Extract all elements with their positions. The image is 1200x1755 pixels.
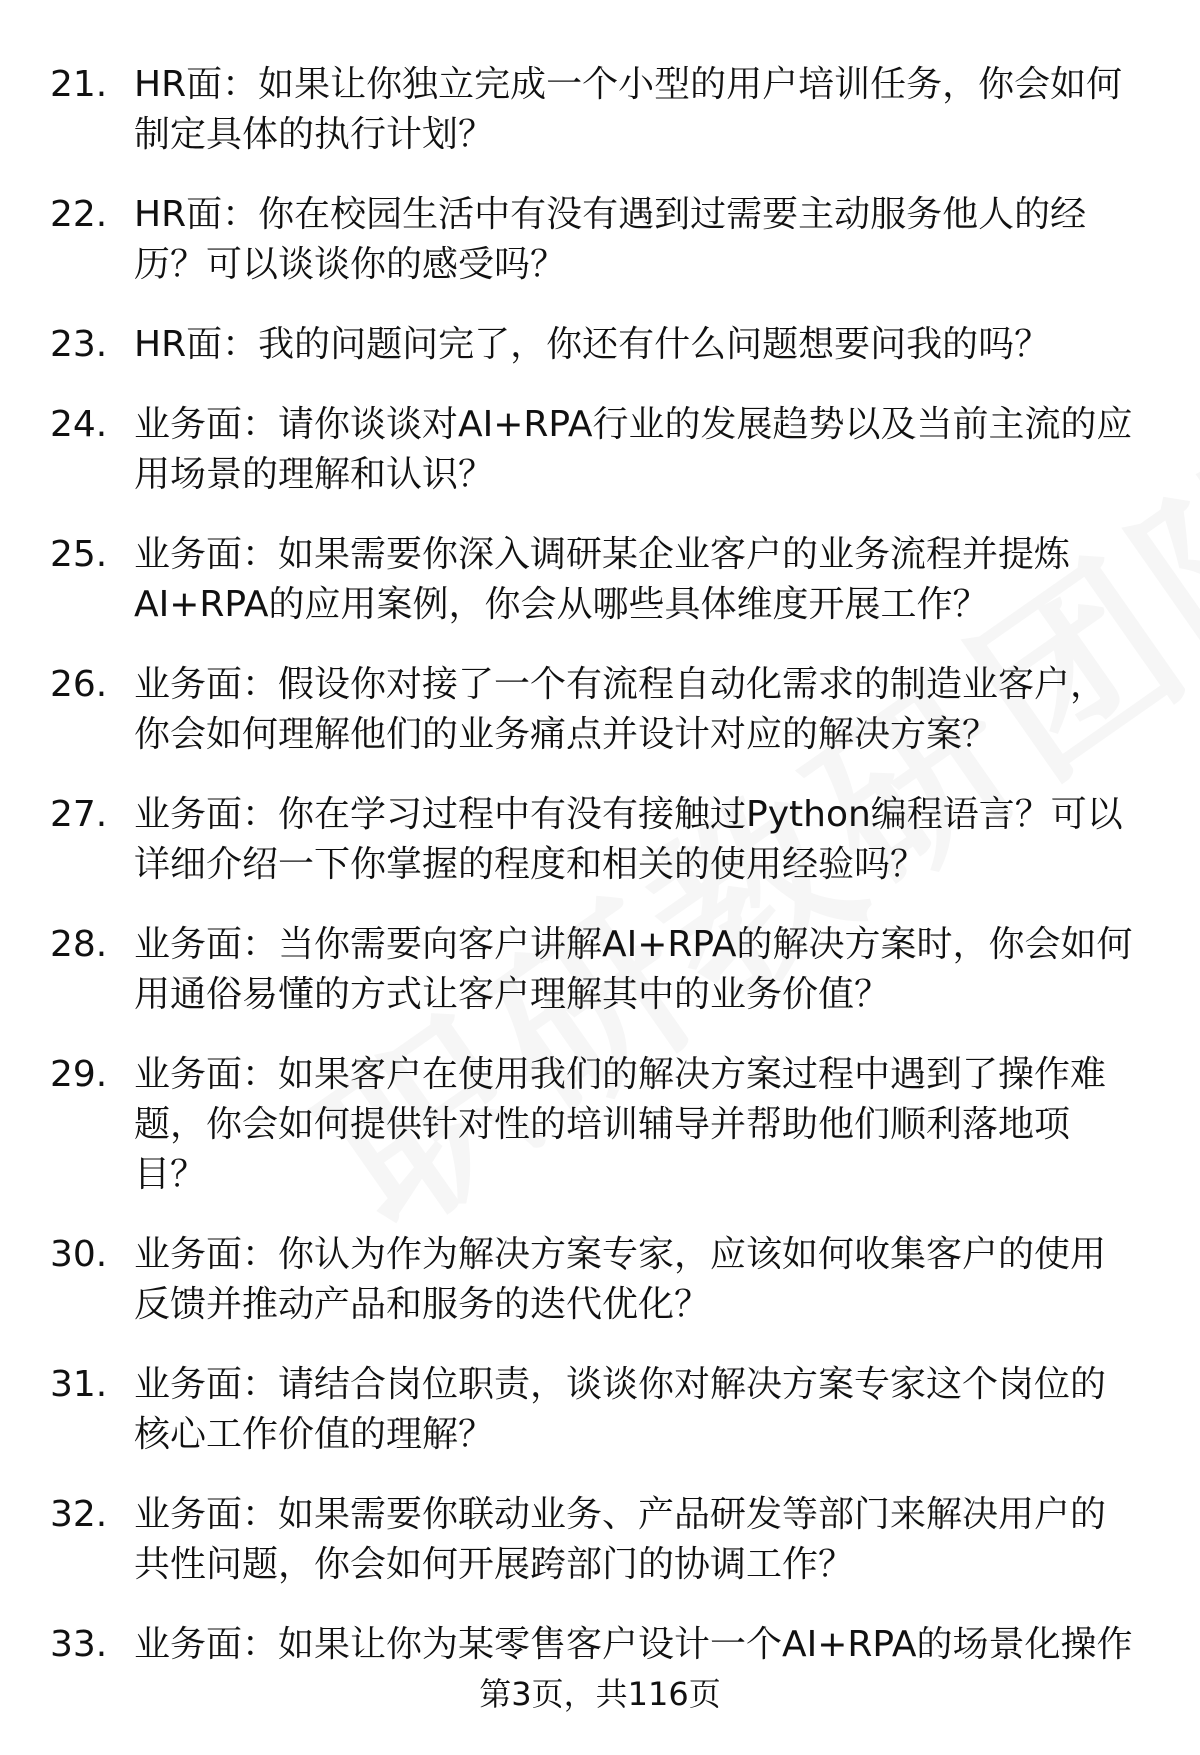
question-item-24 — [0, 400, 1200, 500]
question-text: HR面：我的问题问完了，你还有什么问题想要问我的吗？ — [134, 324, 1051, 365]
question-item-22 — [0, 190, 1200, 290]
question-number: 26. — [50, 664, 108, 705]
question-number: 21. — [50, 64, 108, 105]
question-number: 22. — [50, 194, 108, 235]
question-item-25 — [0, 530, 1200, 630]
question-text: HR面：你在校园生活中有没有遇到过需要主动服务他人的经历？可以谈谈你的感受吗？ — [134, 194, 1087, 285]
question-number: 30. — [50, 1234, 108, 1275]
question-text: 业务面：假设你对接了一个有流程自动化需求的制造业客户，你会如何理解他们的业务痛点并设计对应的解决方案？ — [134, 664, 1107, 755]
question-item-32 — [0, 1490, 1200, 1590]
question-text: 业务面：请你谈谈对AI+RPA行业的发展趋势以及当前主流的应用场景的理解和认识？ — [134, 404, 1133, 495]
question-text: 业务面：如果让你为某零售客户设计一个AI+RPA的场景化操作 — [134, 1624, 1133, 1665]
question-item-30 — [0, 1230, 1200, 1330]
question-text: 业务面：你在学习过程中有没有接触过Python编程语言？可以详细介绍一下你掌握的程度和相关的使用经验吗？ — [134, 794, 1123, 885]
question-list — [0, 60, 1200, 1700]
question-text: 业务面：请结合岗位职责，谈谈你对解决方案专家这个岗位的核心工作价值的理解？ — [134, 1364, 1107, 1455]
page-footer: 第3页，共116页 — [479, 1675, 721, 1713]
question-item-33 — [0, 1620, 1200, 1670]
question-item-29 — [0, 1050, 1200, 1200]
question-number: 32. — [50, 1494, 108, 1535]
question-number: 29. — [50, 1054, 108, 1095]
question-text: 业务面：如果需要你联动业务、产品研发等部门来解决用户的共性问题，你会如何开展跨部门的协调工作？ — [134, 1494, 1107, 1585]
question-item-27 — [0, 790, 1200, 890]
question-number: 28. — [50, 924, 108, 965]
question-number: 23. — [50, 324, 108, 365]
question-text: 业务面：你认为作为解决方案专家，应该如何收集客户的使用反馈并推动产品和服务的迭代优化？ — [134, 1234, 1107, 1325]
question-number: 31. — [50, 1364, 108, 1405]
question-text: 业务面：如果需要你深入调研某企业客户的业务流程并提炼AI+RPA的应用案例，你会从哪些具体维度开展工作？ — [134, 534, 1071, 625]
question-text: 业务面：如果客户在使用我们的解决方案过程中遇到了操作难题，你会如何提供针对性的培训辅导并帮助他们顺利落地项目？ — [134, 1054, 1107, 1195]
question-number: 25. — [50, 534, 108, 575]
question-number: 27. — [50, 794, 108, 835]
question-item-26 — [0, 660, 1200, 760]
question-item-21 — [0, 60, 1200, 160]
question-number: 33. — [50, 1624, 108, 1665]
question-item-23 — [0, 320, 1200, 370]
question-text: 业务面：当你需要向客户讲解AI+RPA的解决方案时，你会如何用通俗易懂的方式让客户理解其中的业务价值？ — [134, 924, 1133, 1015]
question-text: HR面：如果让你独立完成一个小型的用户培训任务，你会如何制定具体的执行计划？ — [134, 64, 1123, 155]
question-number: 24. — [50, 404, 108, 445]
question-item-28 — [0, 920, 1200, 1020]
question-item-31 — [0, 1360, 1200, 1460]
